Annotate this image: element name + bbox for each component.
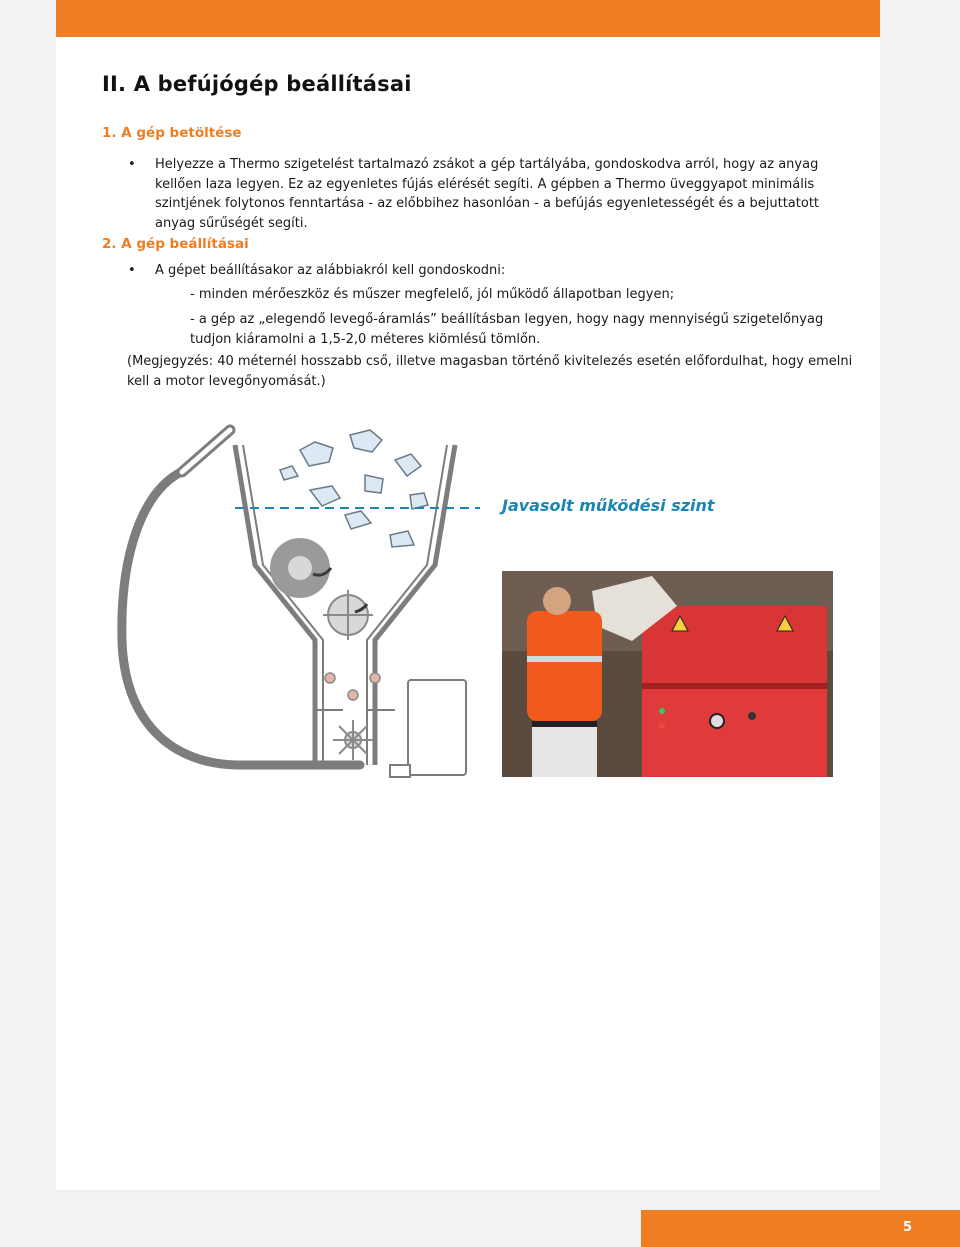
settings-intro: A gépet beállításakor az alábbiakról kell gondoskodni:: [155, 263, 506, 278]
page-number: 5: [902, 1220, 912, 1235]
settings-item-instruments: - minden mérőeszköz és műszer megfelelő, jól működő állapotban legyen;: [190, 287, 675, 302]
feeder-rotor: [323, 590, 373, 640]
footer-bar: [641, 1210, 960, 1247]
machine-diagram: [110, 420, 490, 780]
working-level-label: Javasolt működési szint: [502, 496, 715, 515]
loading-paragraph: Helyezze a Thermo szigetelést tartalmazó zsákot a gép tartályába, gondoskodva arról, hogy az anyag kellően laza legyen. Ez az egyenletes fújás elérését segíti. A gépben a Thermo üveggyapot minimális szintjének folytonos fenntartása - az előbbihez hasonlóan - a befújás egyenletességét és a bejuttatott anyag sűrűségét segíti.: [155, 157, 820, 231]
machine-photo: [502, 571, 833, 777]
bullet-marker: •: [128, 157, 136, 172]
blower-fan: [333, 720, 373, 760]
header-bar: [56, 0, 880, 37]
bullet-marker: •: [128, 263, 136, 278]
section-heading-settings: 2. A gép beállításai: [102, 236, 249, 252]
page-title: II. A befújógép beállításai: [102, 72, 412, 96]
section-heading-loading: 1. A gép betöltése: [102, 125, 242, 141]
settings-note: (Megjegyzés: 40 méternél hosszabb cső, illetve magasban történő kivitelezés esetén előfordulhat, hogy emelni kell a motor levegőnyomását.): [127, 354, 853, 389]
motor-box: [408, 680, 466, 775]
hose: [122, 470, 360, 765]
insulation-flakes: [280, 430, 428, 547]
worker-body: [527, 611, 602, 721]
settings-item-airflow: - a gép az „elegendő levegő-áramlás” beállításban legyen, hogy nagy mennyiségű szigetelőnyag tudjon kiáramolni a 1,5-2,0 méteres kiömlésű tömlőn.: [190, 312, 824, 347]
airlock-stars: [325, 673, 380, 700]
worker-head: [543, 587, 571, 615]
